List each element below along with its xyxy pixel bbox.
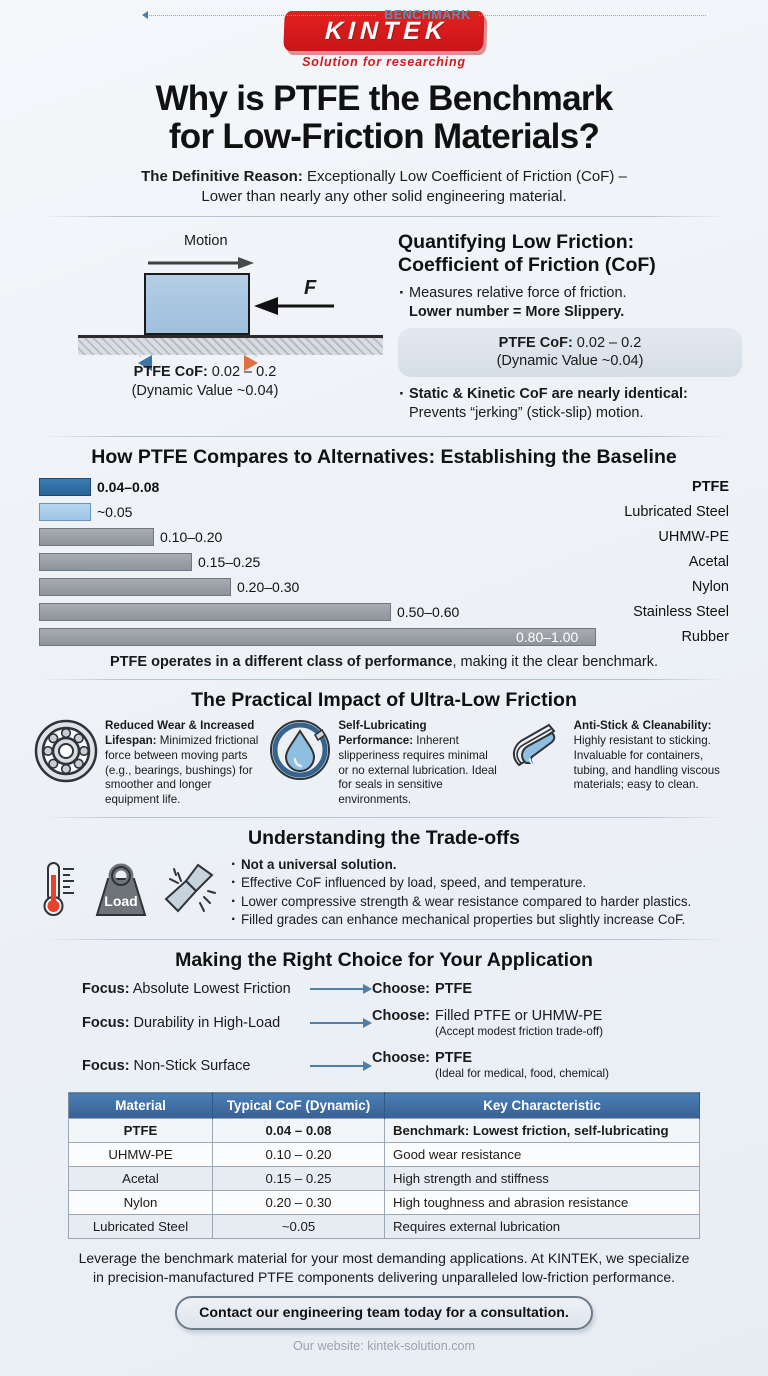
table-row [69, 1143, 700, 1167]
choice-focus-value: Absolute Lowest Friction [129, 980, 291, 997]
chart-bar-label: Rubber [681, 629, 729, 646]
chart-bar-row [39, 526, 729, 548]
tradeoff-text: Filled grades can enhance mechanical properties but slightly increase CoF. [241, 912, 686, 928]
diagram-caption [26, 363, 384, 400]
diagram-caption-line2: (Dynamic Value ~0.04) [131, 383, 279, 400]
choice-focus-label: Focus: [82, 1057, 130, 1074]
subtitle-lead: The Definitive Reason: [141, 168, 303, 186]
website-label: Our website: kintek-solution.com [293, 1339, 475, 1354]
chart-bar-value: 0.10–0.20 [160, 529, 223, 546]
table-cell-material: PTFE [69, 1119, 213, 1143]
table-cell-key: High strength and stiffness [385, 1167, 700, 1191]
divider [40, 939, 728, 940]
page-subtitle [26, 167, 742, 207]
choice-choose-label: Choose: [372, 1049, 430, 1066]
fracture-icon [160, 861, 218, 924]
benefit-text [338, 719, 498, 807]
choice-arrow-icon [310, 1018, 372, 1028]
diagram-caption-rest: 0.02 – 0.2 [207, 364, 277, 381]
benchmark-arrow-icon [142, 11, 148, 19]
chart-bar-value: 0.50–0.60 [397, 604, 460, 621]
chart-footnote [26, 654, 742, 670]
choice-row [82, 1050, 686, 1081]
page-title-line1: Why is PTFE the Benchmark [155, 79, 613, 118]
choice-row [82, 981, 686, 997]
chart-bar-value: 0.15–0.25 [198, 554, 261, 571]
chart-bar-row [39, 601, 729, 623]
choice-focus-value: Non-Stick Surface [129, 1057, 251, 1074]
choice-row [82, 1008, 686, 1039]
quantifying-title [398, 231, 742, 277]
table-cell-key: Good wear resistance [385, 1143, 700, 1167]
footer-text [26, 1249, 742, 1287]
choice-choose-value: Filled PTFE or UHMW-PE [435, 1007, 603, 1024]
table-header-material: Material [69, 1093, 213, 1119]
table-row [69, 1215, 700, 1239]
choice-choose-sub: (Ideal for medical, food, chemical) [435, 1067, 609, 1081]
table-row [69, 1167, 700, 1191]
force-label: F [304, 277, 317, 300]
benchmark-label: BENCHMARK [384, 8, 471, 22]
footer-line1: Leverage the benchmark material for your most demanding applications. At KINTEK, we specialize [78, 1250, 690, 1267]
ptfe-cof-callout-line2: (Dynamic Value ~0.04) [496, 353, 644, 370]
benefit-item [269, 719, 498, 807]
benefit-body: Inherent slipperiness requires minimal or no external lubrication. Ideal for seals in sensitive environments. [338, 734, 497, 806]
choice-arrow-icon [310, 984, 372, 994]
quantifying-title-line2: Coefficient of Friction (CoF) [398, 254, 656, 277]
choice-title: Making the Right Choice for Your Application [175, 948, 593, 971]
chart-bar [39, 503, 91, 521]
motion-arrow-icon [148, 255, 348, 271]
tradeoff-list [230, 856, 730, 930]
chart-bar-value: 0.20–0.30 [237, 579, 300, 596]
benefit-bold: Anti-Stick & Cleanability: [573, 719, 712, 733]
ptfe-cof-callout [398, 328, 742, 377]
benefit-item [505, 719, 734, 807]
motion-label: Motion [184, 233, 228, 250]
tradeoff-item [230, 911, 730, 930]
table-cell-cof: ~0.05 [213, 1215, 385, 1239]
quantifying-title-line1: Quantifying Low Friction: [398, 231, 635, 254]
chart-bar [39, 528, 154, 546]
chart-bar-label: UHMW-PE [658, 529, 729, 546]
bullet-static-kinetic-text: Prevents “jerking” (stick-slip) motion. [409, 404, 644, 421]
logo-wordmark: KINTEK [324, 16, 449, 45]
tradeoff-item [230, 856, 730, 875]
non-stick-pan-icon [505, 719, 567, 807]
tradeoff-item [230, 893, 730, 912]
sliding-block [144, 273, 250, 335]
bullet-static-kinetic-bold: Static & Kinetic CoF are nearly identical: [409, 385, 688, 402]
table-cell-material: Lubricated Steel [69, 1215, 213, 1239]
divider [40, 679, 728, 680]
choice-focus-label: Focus: [82, 980, 130, 997]
tradeoffs-section [26, 856, 742, 930]
chart-bar-label: Stainless Steel [633, 604, 729, 621]
chart-bar-label: Acetal [688, 554, 729, 571]
chart-bar [39, 578, 231, 596]
table-cell-material: Nylon [69, 1191, 213, 1215]
choice-choose-value: PTFE [435, 980, 473, 997]
divider [40, 817, 728, 818]
benchmark-dots-left [149, 15, 376, 16]
tradeoffs-title: Understanding the Trade-offs [248, 826, 520, 849]
benefit-text [105, 719, 263, 807]
benefits-list [26, 719, 742, 807]
chart-bar [39, 628, 596, 646]
cof-table [68, 1092, 700, 1239]
cta-wrap [26, 1296, 742, 1330]
choice-result [372, 1008, 603, 1039]
friction-explainer-section [26, 217, 742, 427]
bullet-measures-bold: Lower number = More Slippery. [409, 304, 625, 321]
chart-footnote-rest: , making it the clear benchmark. [452, 654, 658, 671]
benefit-bold: Self-Lubricating Performance: [338, 719, 427, 748]
bullet-static-kinetic [398, 385, 742, 423]
benchmark-dots-right [479, 15, 706, 16]
chart-bar-row [39, 551, 729, 573]
bullet-measures-text: Measures relative force of friction. [409, 285, 627, 302]
quantifying-panel [384, 225, 742, 427]
table-cell-cof: 0.15 – 0.25 [213, 1167, 385, 1191]
subtitle-rest: Exceptionally Low Coefficient of Friction (CoF) – [302, 168, 627, 186]
tradeoff-bold: Not a universal solution. [241, 856, 397, 872]
logo-tagline: Solution for researching [302, 55, 466, 69]
oil-droplet-icon [269, 719, 331, 807]
table-cell-material: Acetal [69, 1167, 213, 1191]
chart-title: How PTFE Compares to Alternatives: Establishing the Baseline [91, 446, 677, 469]
table-cell-material: UHMW-PE [69, 1143, 213, 1167]
chart-footnote-bold: PTFE operates in a different class of performance [110, 654, 453, 671]
ball-bearing-icon [34, 719, 98, 807]
quantifying-bullets-2 [398, 385, 742, 423]
table-row [69, 1191, 700, 1215]
chart-bar [39, 553, 192, 571]
choice-focus-value: Durability in High-Load [129, 1015, 281, 1032]
page-title-line2: for Low-Friction Materials? [168, 117, 600, 157]
subtitle-line2: Lower than nearly any other solid engineering material. [201, 188, 567, 206]
benchmark-annotation [142, 10, 706, 20]
benefit-text [574, 719, 734, 807]
choice-result [372, 1050, 609, 1081]
choice-focus [82, 1015, 310, 1031]
choice-arrow-icon [310, 1061, 372, 1071]
footer-line2: in precision-manufactured PTFE components delivering unparalleled low-friction performance. [92, 1269, 676, 1286]
choice-focus [82, 1058, 310, 1074]
chart-bar-label: Lubricated Steel [624, 504, 729, 521]
thermometer-icon [38, 859, 82, 926]
choice-choose-label: Choose: [372, 980, 430, 997]
choice-focus-label: Focus: [82, 1015, 130, 1032]
block-on-surface-diagram [26, 225, 384, 400]
chart-bar-row [39, 501, 729, 523]
chart-bar-value: 0.04–0.08 [97, 479, 160, 496]
table-row [69, 1119, 700, 1143]
tradeoff-text: Lower compressive strength & wear resistance compared to harder plastics. [241, 893, 692, 909]
choice-choose-value: PTFE [435, 1049, 473, 1066]
tradeoff-icons [38, 859, 218, 926]
chart-bar [39, 603, 391, 621]
ptfe-cof-callout-rest: 0.02 – 0.2 [572, 335, 642, 352]
table-header-key: Key Characteristic [385, 1093, 700, 1119]
chart-bar [39, 478, 91, 496]
ptfe-cof-callout-bold: PTFE CoF: [498, 335, 573, 352]
chart-bar-value: ~0.05 [97, 504, 133, 521]
force-arrow-icon [248, 295, 334, 317]
tradeoff-text: Effective CoF influenced by load, speed, and temperature. [241, 875, 587, 891]
chart-bar-row [39, 576, 729, 598]
contact-cta-button[interactable]: Contact our engineering team today for a consultation. [175, 1296, 593, 1330]
table-cell-key: Benchmark: Lowest friction, self-lubricating [385, 1119, 700, 1143]
table-header-cof: Typical CoF (Dynamic) [213, 1093, 385, 1119]
benefit-body: Highly resistant to sticking. Invaluable for containers, tubing, and handling viscous materials; easy to clean. [573, 734, 720, 792]
choice-choose-label: Choose: [372, 1007, 430, 1024]
choice-choose-sub: (Accept modest friction trade-off) [435, 1025, 603, 1039]
diagram-caption-bold: PTFE CoF: [133, 364, 208, 381]
table-cell-cof: 0.04 – 0.08 [213, 1119, 385, 1143]
bullet-measures [398, 284, 742, 322]
choice-focus [82, 981, 310, 997]
chart-bar-row [39, 476, 729, 498]
table-cell-cof: 0.10 – 0.20 [213, 1143, 385, 1167]
choice-result [372, 981, 472, 997]
friction-diagram [26, 225, 384, 427]
choice-rows [26, 981, 742, 1082]
table-cell-cof: 0.20 – 0.30 [213, 1191, 385, 1215]
divider [40, 436, 728, 437]
benefit-body: Minimized frictional force between moving parts (e.g., bearings, bushings) for smoother and longer equipment life. [105, 734, 259, 806]
tradeoff-item [230, 874, 730, 893]
chart-bar-value: 0.80–1.00 [516, 629, 579, 646]
weight-label: Load [104, 893, 138, 910]
benefit-item [34, 719, 263, 807]
chart-bar-row [39, 626, 729, 648]
table-cell-key: Requires external lubrication [385, 1215, 700, 1239]
table-cell-key: High toughness and abrasion resistance [385, 1191, 700, 1215]
hatched-ground [78, 335, 383, 355]
benefits-title: The Practical Impact of Ultra-Low Friction [191, 689, 577, 712]
weight-load-icon [90, 861, 152, 924]
chart-bar-label: Nylon [691, 579, 729, 596]
benefit-bold: Reduced Wear & Increased Lifespan: [105, 719, 255, 748]
page-title [26, 80, 742, 156]
table-header-row [69, 1093, 700, 1119]
quantifying-bullets [398, 284, 742, 322]
chart-bar-label: PTFE [691, 479, 729, 496]
